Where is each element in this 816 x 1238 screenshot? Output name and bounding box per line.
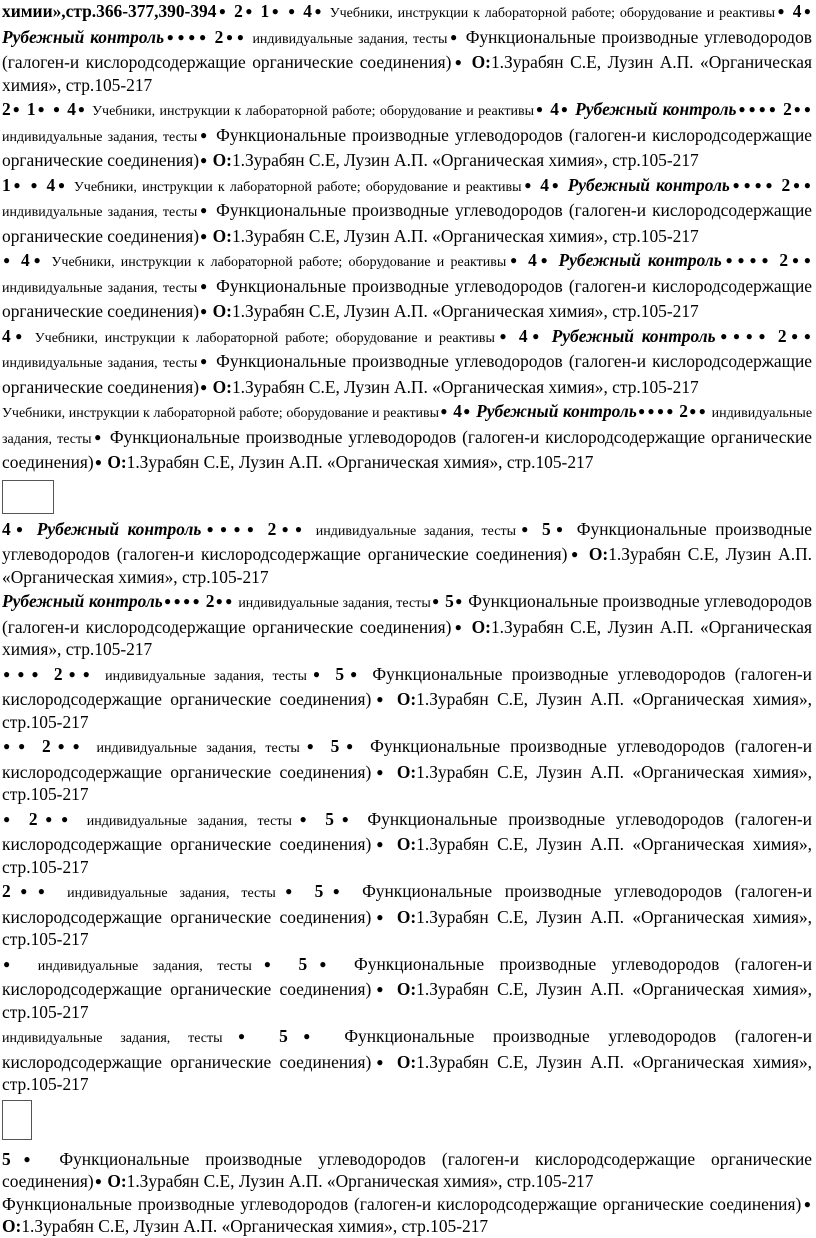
syllabus-row — [2, 808, 812, 879]
textbook-text: Учебники, инструкции к лабораторной работе; оборудование и реактивы — [2, 406, 440, 421]
individual-text: индивидуальные задания, тесты — [96, 741, 300, 756]
bullet-icon: ● — [37, 884, 54, 898]
module5-text: Функциональные производные углеводородов (галоген-и кислородсодержащие органические соединения) — [2, 808, 812, 854]
bullet-icon: ● — [462, 404, 471, 418]
week-number: 4 — [540, 174, 549, 195]
bullet-icon: ● — [789, 253, 802, 267]
week-number: 4 — [792, 1, 802, 21]
bullet-icon: ● — [324, 884, 349, 898]
week-number: 2 — [42, 736, 51, 756]
bullet-icon: ● — [549, 177, 561, 192]
syllabus-row — [2, 0, 812, 96]
syllabus-row — [2, 98, 812, 172]
individual-text: индивидуальные задания, тесты — [2, 1031, 223, 1046]
bullet-icon: ● — [372, 764, 388, 779]
bullet-icon: ● — [743, 177, 753, 192]
bullet-icon: ● — [312, 4, 323, 18]
individual-text: индивидуальные задания, тесты — [2, 280, 198, 296]
week-number: 2 — [2, 99, 11, 119]
bullet-icon: ● — [776, 4, 786, 18]
reference-text: 1.Зурабян С.Е, Лузин А.П. «Органическая химия», стр.105-217 — [231, 376, 699, 397]
module5-text: Функциональные производные углеводородов (галоген-и кислородсодержащие органические соединения) — [2, 1148, 813, 1191]
o-label: О: — [396, 1051, 417, 1072]
empty-table-cell — [2, 1100, 32, 1140]
bullet-icon: ● — [246, 521, 259, 536]
bullet-icon: ● — [60, 811, 75, 826]
bullet-icon: ● — [277, 521, 293, 536]
module5-text: Функциональные производные углеводородов (галоген-и кислородсодержащие органические соединения) — [2, 663, 812, 709]
week-number: 2 — [53, 663, 63, 684]
bullet-icon: ● — [200, 153, 208, 167]
bullet-icon: ● — [219, 521, 232, 536]
week-number: 5 — [445, 591, 454, 611]
empty-table-cell — [2, 480, 54, 514]
module5-text: Функциональные производные углеводородов (галоген-и кислородсодержащие органические соединения) — [2, 426, 812, 472]
module5-text: Функциональные производные углеводородов (галоген-и кислородсодержащие органические соединения) — [2, 124, 812, 170]
reference-text: 1.Зурабян С.Е, Лузин А.П. «Органическая химия», стр.105-217 — [231, 225, 699, 246]
bullet-icon: ● — [202, 521, 218, 536]
week-number: 5 — [298, 953, 308, 974]
week-number: 2 — [783, 99, 792, 119]
bullet-icon: ● — [534, 102, 544, 116]
bullet-icon: ● — [198, 127, 210, 142]
reference-text: 1.Зурабян С.Е, Лузин А.П. «Органическая химия», стр.105-217 — [2, 689, 812, 732]
bullet-icon: ● — [287, 4, 297, 18]
bullet-icon: ● — [243, 4, 254, 18]
rubezhny-label: Рубежный контроль — [551, 325, 716, 346]
source-tail: химии»,стр.366-377,390-394 — [2, 1, 217, 21]
bullet-icon: ● — [440, 404, 448, 418]
bullet-icon: ● — [300, 739, 320, 753]
module5-text: Функциональные производные углеводородов (галоген-и кислородсодержащие органические соединения) — [2, 953, 813, 999]
week-number: 1 — [2, 174, 11, 195]
syllabus-row — [2, 400, 812, 474]
bullet-icon: ● — [647, 404, 655, 418]
o-label: О: — [396, 834, 417, 854]
bullet-icon: ● — [537, 253, 551, 267]
bullet-icon: ● — [698, 404, 707, 418]
textbook-text: Учебники, инструкции к лабораторной работе; оборудование и реактивы — [34, 330, 495, 346]
bullet-icon: ● — [568, 547, 581, 561]
bullet-icon: ● — [52, 102, 61, 116]
bullet-icon: ● — [82, 666, 95, 681]
o-label: О: — [212, 225, 232, 246]
bullet-icon: ● — [94, 455, 102, 469]
syllabus-row — [2, 1025, 812, 1096]
bullet-icon: ● — [173, 594, 182, 608]
individual-text: индивидуальные задания, тесты — [67, 886, 276, 901]
bullet-icon: ● — [722, 253, 736, 267]
o-label: О: — [2, 1216, 22, 1236]
individual-text: индивидуальные задания, тесты — [2, 356, 198, 371]
bullet-icon: ● — [11, 1151, 43, 1166]
bullet-icon: ● — [215, 594, 224, 608]
module5-text: Функциональные производные углеводородов (галоген-и кислородсодержащие органические соединения) — [2, 26, 813, 72]
bullet-icon: ● — [200, 304, 208, 318]
week-number: 5 — [542, 518, 551, 539]
bullet-icon: ● — [3, 253, 13, 267]
bullet-icon: ● — [11, 102, 21, 116]
bullet-icon: ● — [749, 253, 760, 267]
bullet-icon: ● — [745, 328, 757, 343]
bullet-icon: ● — [792, 102, 802, 116]
bullet-icon: ● — [76, 102, 86, 116]
bullet-icon: ● — [198, 354, 210, 368]
bullet-icon: ● — [192, 594, 201, 608]
bullet-icon: ● — [165, 29, 176, 44]
bullet-icon: ● — [372, 909, 388, 924]
bullet-icon: ● — [72, 739, 86, 753]
bullet-icon: ● — [17, 739, 31, 753]
bullet-icon: ● — [92, 429, 103, 444]
bullet-icon: ● — [200, 379, 208, 394]
bullet-icon: ● — [163, 594, 172, 608]
week-number: 5 — [325, 808, 334, 829]
bullet-icon: ● — [198, 203, 210, 217]
bullet-icon: ● — [198, 29, 208, 44]
module5-text: Функциональные производные углеводородов (галоген-и кислородсодержащие органические соединения) — [2, 200, 812, 246]
bullet-icon: ● — [188, 29, 197, 44]
bullet-icon: ● — [791, 177, 802, 192]
reference-text: 1.Зурабян С.Е, Лузин А.П. «Органическая химия», стр.105-217 — [2, 979, 812, 1022]
bullet-icon: ● — [802, 1196, 811, 1211]
textbook-text: Учебники, инструкции к лабораторной работе; оборудование и реактивы — [73, 179, 522, 195]
syllabus-row — [2, 1193, 812, 1238]
module5-text: Функциональные производные углеводородов (галоген-и кислородсодержащие органические соединения) — [2, 736, 813, 782]
bullet-icon: ● — [198, 278, 210, 293]
syllabus-row — [2, 590, 812, 661]
individual-text: индивидуальные задания, тесты — [37, 958, 252, 974]
individual-text: индивидуальные задания, тесты — [2, 129, 198, 145]
rubezhny-label: Рубежный контроль — [575, 99, 737, 119]
week-number: 4 — [2, 518, 11, 539]
week-number: 5 — [330, 736, 340, 756]
bullet-icon: ● — [3, 666, 16, 681]
bullet-icon: ● — [372, 982, 388, 996]
o-label: О: — [471, 52, 491, 72]
reference-text: 1.Зурабян С.Е, Лузин А.П. «Органическая химия», стр.105-217 — [126, 452, 594, 472]
week-number: 4 — [21, 250, 30, 270]
textbook-text: Учебники, инструкции к лабораторной работе; оборудование и реактивы — [92, 104, 534, 119]
bullet-icon: ● — [30, 253, 44, 267]
individual-text: индивидуальные задания, тесты — [2, 406, 813, 447]
bullet-icon: ● — [51, 739, 71, 753]
week-number: 2 — [267, 518, 277, 539]
o-label: О: — [396, 979, 417, 999]
individual-text: индивидуальные задания, тесты — [315, 523, 516, 539]
bullet-icon: ● — [754, 177, 764, 192]
reference-text: 1.Зурабян С.Е, Лузин А.П. «Органическая химия», стр.105-217 — [2, 616, 812, 659]
week-number: 2 — [679, 401, 688, 421]
individual-text: индивидуальные задания, тесты — [2, 205, 198, 220]
o-label: О: — [107, 452, 127, 472]
bullet-icon: ● — [656, 404, 665, 418]
bullet-icon: ● — [308, 956, 338, 971]
bullet-icon: ● — [803, 328, 812, 343]
o-label: О: — [396, 906, 417, 927]
bullet-icon: ● — [372, 692, 388, 706]
syllabus-row — [2, 518, 812, 589]
reference-text: 1.Зурабян С.Е, Лузин А.П. «Органическая химия», стр.105-217 — [2, 906, 812, 949]
bullet-icon: ● — [758, 102, 767, 116]
bullet-icon: ● — [452, 619, 465, 634]
individual-text: индивидуальные задания, тесты — [86, 813, 292, 829]
rubezhny-label: Рубежный контроль — [2, 26, 165, 47]
bullet-icon: ● — [495, 328, 511, 343]
bullet-icon: ● — [748, 102, 757, 116]
bullet-icon: ● — [11, 521, 28, 536]
syllabus-row — [2, 880, 812, 951]
syllabus-row — [2, 953, 812, 1024]
bullet-icon: ● — [528, 328, 543, 343]
week-number: 1 — [26, 99, 36, 119]
bullet-icon: ● — [31, 666, 44, 681]
o-label: О: — [212, 150, 232, 170]
textbook-text: Учебники, инструкции к лабораторной работе; оборудование и реактивы — [51, 255, 507, 270]
bullet-icon: ● — [177, 29, 187, 44]
bullet-icon: ● — [448, 29, 459, 44]
bullet-icon: ● — [716, 328, 731, 343]
bullet-icon: ● — [225, 594, 233, 608]
reference-text: 1.Зурабян С.Е, Лузин А.П. «Органическая химия», стр.105-217 — [231, 150, 699, 170]
bullet-icon: ● — [276, 884, 301, 898]
bullet-icon: ● — [688, 404, 697, 418]
bullet-icon: ● — [270, 4, 281, 18]
reference-text: 1.Зурабян С.Е, Лузин А.П. «Органическая химия», стр.105-217 — [2, 544, 812, 587]
bullet-icon: ● — [637, 404, 646, 418]
week-number: 4 — [303, 1, 312, 21]
bullet-icon: ● — [516, 521, 533, 536]
syllabus-row — [2, 1148, 812, 1193]
week-number: 4 — [550, 99, 559, 119]
week-number: 4 — [2, 325, 11, 346]
bullet-icon: ● — [307, 666, 326, 681]
bullet-icon: ● — [94, 1174, 102, 1188]
bullet-icon: ● — [454, 594, 463, 608]
bullet-icon: ● — [803, 177, 812, 192]
bullet-icon: ● — [372, 837, 388, 851]
bullet-icon: ● — [737, 253, 748, 267]
bullet-icon: ● — [38, 811, 59, 826]
bullet-icon: ● — [56, 177, 67, 192]
bullet-icon: ● — [787, 328, 802, 343]
bullet-icon: ● — [224, 29, 235, 44]
textbook-text: Учебники, инструкции к лабораторной работе; оборудование и реактивы — [329, 6, 775, 21]
bullet-icon: ● — [765, 177, 775, 192]
o-label: О: — [396, 761, 417, 782]
bullet-icon: ● — [758, 328, 770, 343]
syllabus-row — [2, 735, 812, 806]
bullet-icon: ● — [452, 55, 465, 69]
week-number: 4 — [46, 174, 56, 195]
bullet-icon: ● — [11, 328, 26, 343]
module5-text: Функциональные производные углеводородов (галоген-и кислородсодержащие органические соединения) — [2, 351, 812, 397]
bullet-icon: ● — [768, 102, 777, 116]
individual-text: индивидуальные задания, тесты — [238, 596, 431, 611]
o-label: О: — [212, 376, 232, 397]
week-number: 2 — [234, 1, 243, 21]
bullet-icon: ● — [559, 102, 569, 116]
bullet-icon: ● — [431, 594, 440, 608]
o-label: О: — [107, 1171, 127, 1191]
bullet-icon: ● — [183, 594, 191, 608]
bullet-icon: ● — [522, 177, 534, 192]
bullet-icon: ● — [3, 956, 22, 971]
bullet-icon: ● — [292, 811, 314, 826]
week-number: 4 — [518, 325, 528, 346]
week-number: 4 — [528, 250, 537, 270]
bullet-icon: ● — [803, 253, 812, 267]
week-number: 2 — [2, 881, 11, 901]
rubezhny-label: Рубежный контроль — [36, 518, 202, 539]
rubezhny-label: Рубежный контроль — [476, 401, 637, 421]
rubezhny-label: Рубежный контроль — [2, 591, 163, 611]
module5-text: Функциональные производные углеводородов (галоген-и кислородсодержащие органические соединения) — [2, 275, 812, 321]
module5-text: Функциональные производные углеводородов (галоген-и кислородсодержащие органические соединения) — [2, 1193, 802, 1214]
bullet-icon: ● — [334, 811, 356, 826]
bullet-icon: ● — [223, 1029, 260, 1043]
bullet-icon: ● — [372, 1054, 388, 1069]
bullet-icon: ● — [63, 666, 81, 681]
week-number: 4 — [453, 401, 462, 421]
module5-text: Функциональные производные углеводородов (галоген-и кислородсодержащие органические соединения) — [2, 881, 813, 927]
module5-text: Функциональные производные углеводородов (галоген-и кислородсодержащие органические соединения) — [2, 591, 813, 637]
syllabus-row — [2, 663, 812, 734]
bullet-icon: ● — [11, 177, 23, 192]
bullet-icon: ● — [507, 253, 520, 267]
reference-text: 1.Зурабян С.Е, Лузин А.П. «Органическая химия», стр.105-217 — [231, 301, 699, 321]
bullet-icon: ● — [730, 177, 742, 192]
reference-text: 1.Зурабян С.Е, Лузин А.П. «Органическая химия», стр.105-217 — [2, 834, 812, 877]
week-number: 2 — [777, 325, 787, 346]
bullet-icon: ● — [17, 666, 30, 681]
week-number: 2 — [214, 26, 224, 47]
bullet-icon: ● — [252, 956, 283, 971]
week-number: 2 — [205, 591, 215, 611]
o-label: О: — [588, 544, 609, 564]
week-number: 2 — [779, 250, 789, 270]
syllabus-row — [2, 174, 812, 248]
reference-text: 1.Зурабян С.Е, Лузин А.П. «Органическая химия», стр.105-217 — [2, 761, 812, 804]
bullet-icon: ● — [3, 739, 16, 753]
week-number: 2 — [781, 174, 791, 195]
o-label: О: — [212, 301, 232, 321]
reference-text: 1.Зурабян С.Е, Лузин А.П. «Органическая химия», стр.105-217 — [126, 1171, 594, 1191]
week-number: 5 — [314, 881, 324, 901]
bullet-icon: ● — [294, 521, 307, 536]
bullet-icon: ● — [11, 884, 36, 898]
rubezhny-label: Рубежный контроль — [567, 174, 730, 195]
week-number: 2 — [28, 808, 38, 829]
reference-text: 1.Зурабян С.Е, Лузин А.П. «Органическая химия», стр.105-217 — [21, 1216, 489, 1236]
week-number: 4 — [67, 99, 76, 119]
bullet-icon: ● — [200, 228, 208, 243]
bullet-icon: ● — [217, 4, 228, 18]
o-label: О: — [396, 689, 417, 709]
bullet-icon: ● — [732, 328, 744, 343]
module5-text: Функциональные производные углеводородов (галоген-и кислородсодержащие органические соединения) — [2, 1026, 813, 1072]
bullet-icon: ● — [340, 739, 360, 753]
bullet-icon: ● — [803, 102, 812, 116]
individual-text: индивидуальные задания, тесты — [105, 668, 307, 684]
rubezhny-label: Рубежный контроль — [558, 250, 722, 270]
week-number: 5 — [2, 1148, 11, 1169]
individual-text: индивидуальные задания, тесты — [252, 31, 448, 47]
bullet-icon: ● — [233, 521, 245, 536]
syllabus-row — [2, 325, 812, 399]
bullet-icon: ● — [288, 1029, 325, 1043]
bullet-icon: ● — [236, 29, 246, 44]
syllabus-row — [2, 249, 812, 323]
bullet-icon: ● — [551, 521, 568, 536]
bullet-icon: ● — [802, 4, 812, 18]
week-number: 5 — [335, 663, 345, 684]
week-number: 5 — [279, 1026, 288, 1046]
bullet-icon: ● — [345, 666, 363, 681]
module5-text: Функциональные производные углеводородов (галоген-и кислородсодержащие органические соединения) — [2, 518, 812, 564]
bullet-icon: ● — [30, 177, 40, 192]
reference-text: 1.Зурабян С.Е, Лузин А.П. «Органическая химия», стр.105-217 — [2, 52, 812, 95]
bullet-icon: ● — [36, 102, 46, 116]
o-label: О: — [471, 616, 491, 637]
bullet-icon: ● — [761, 253, 772, 267]
week-number: 1 — [260, 1, 270, 21]
reference-text: 1.Зурабян С.Е, Лузин А.П. «Органическая химия», стр.105-217 — [2, 1051, 812, 1094]
bullet-icon: ● — [737, 102, 747, 116]
bullet-icon: ● — [666, 404, 674, 418]
bullet-icon: ● — [3, 811, 17, 826]
